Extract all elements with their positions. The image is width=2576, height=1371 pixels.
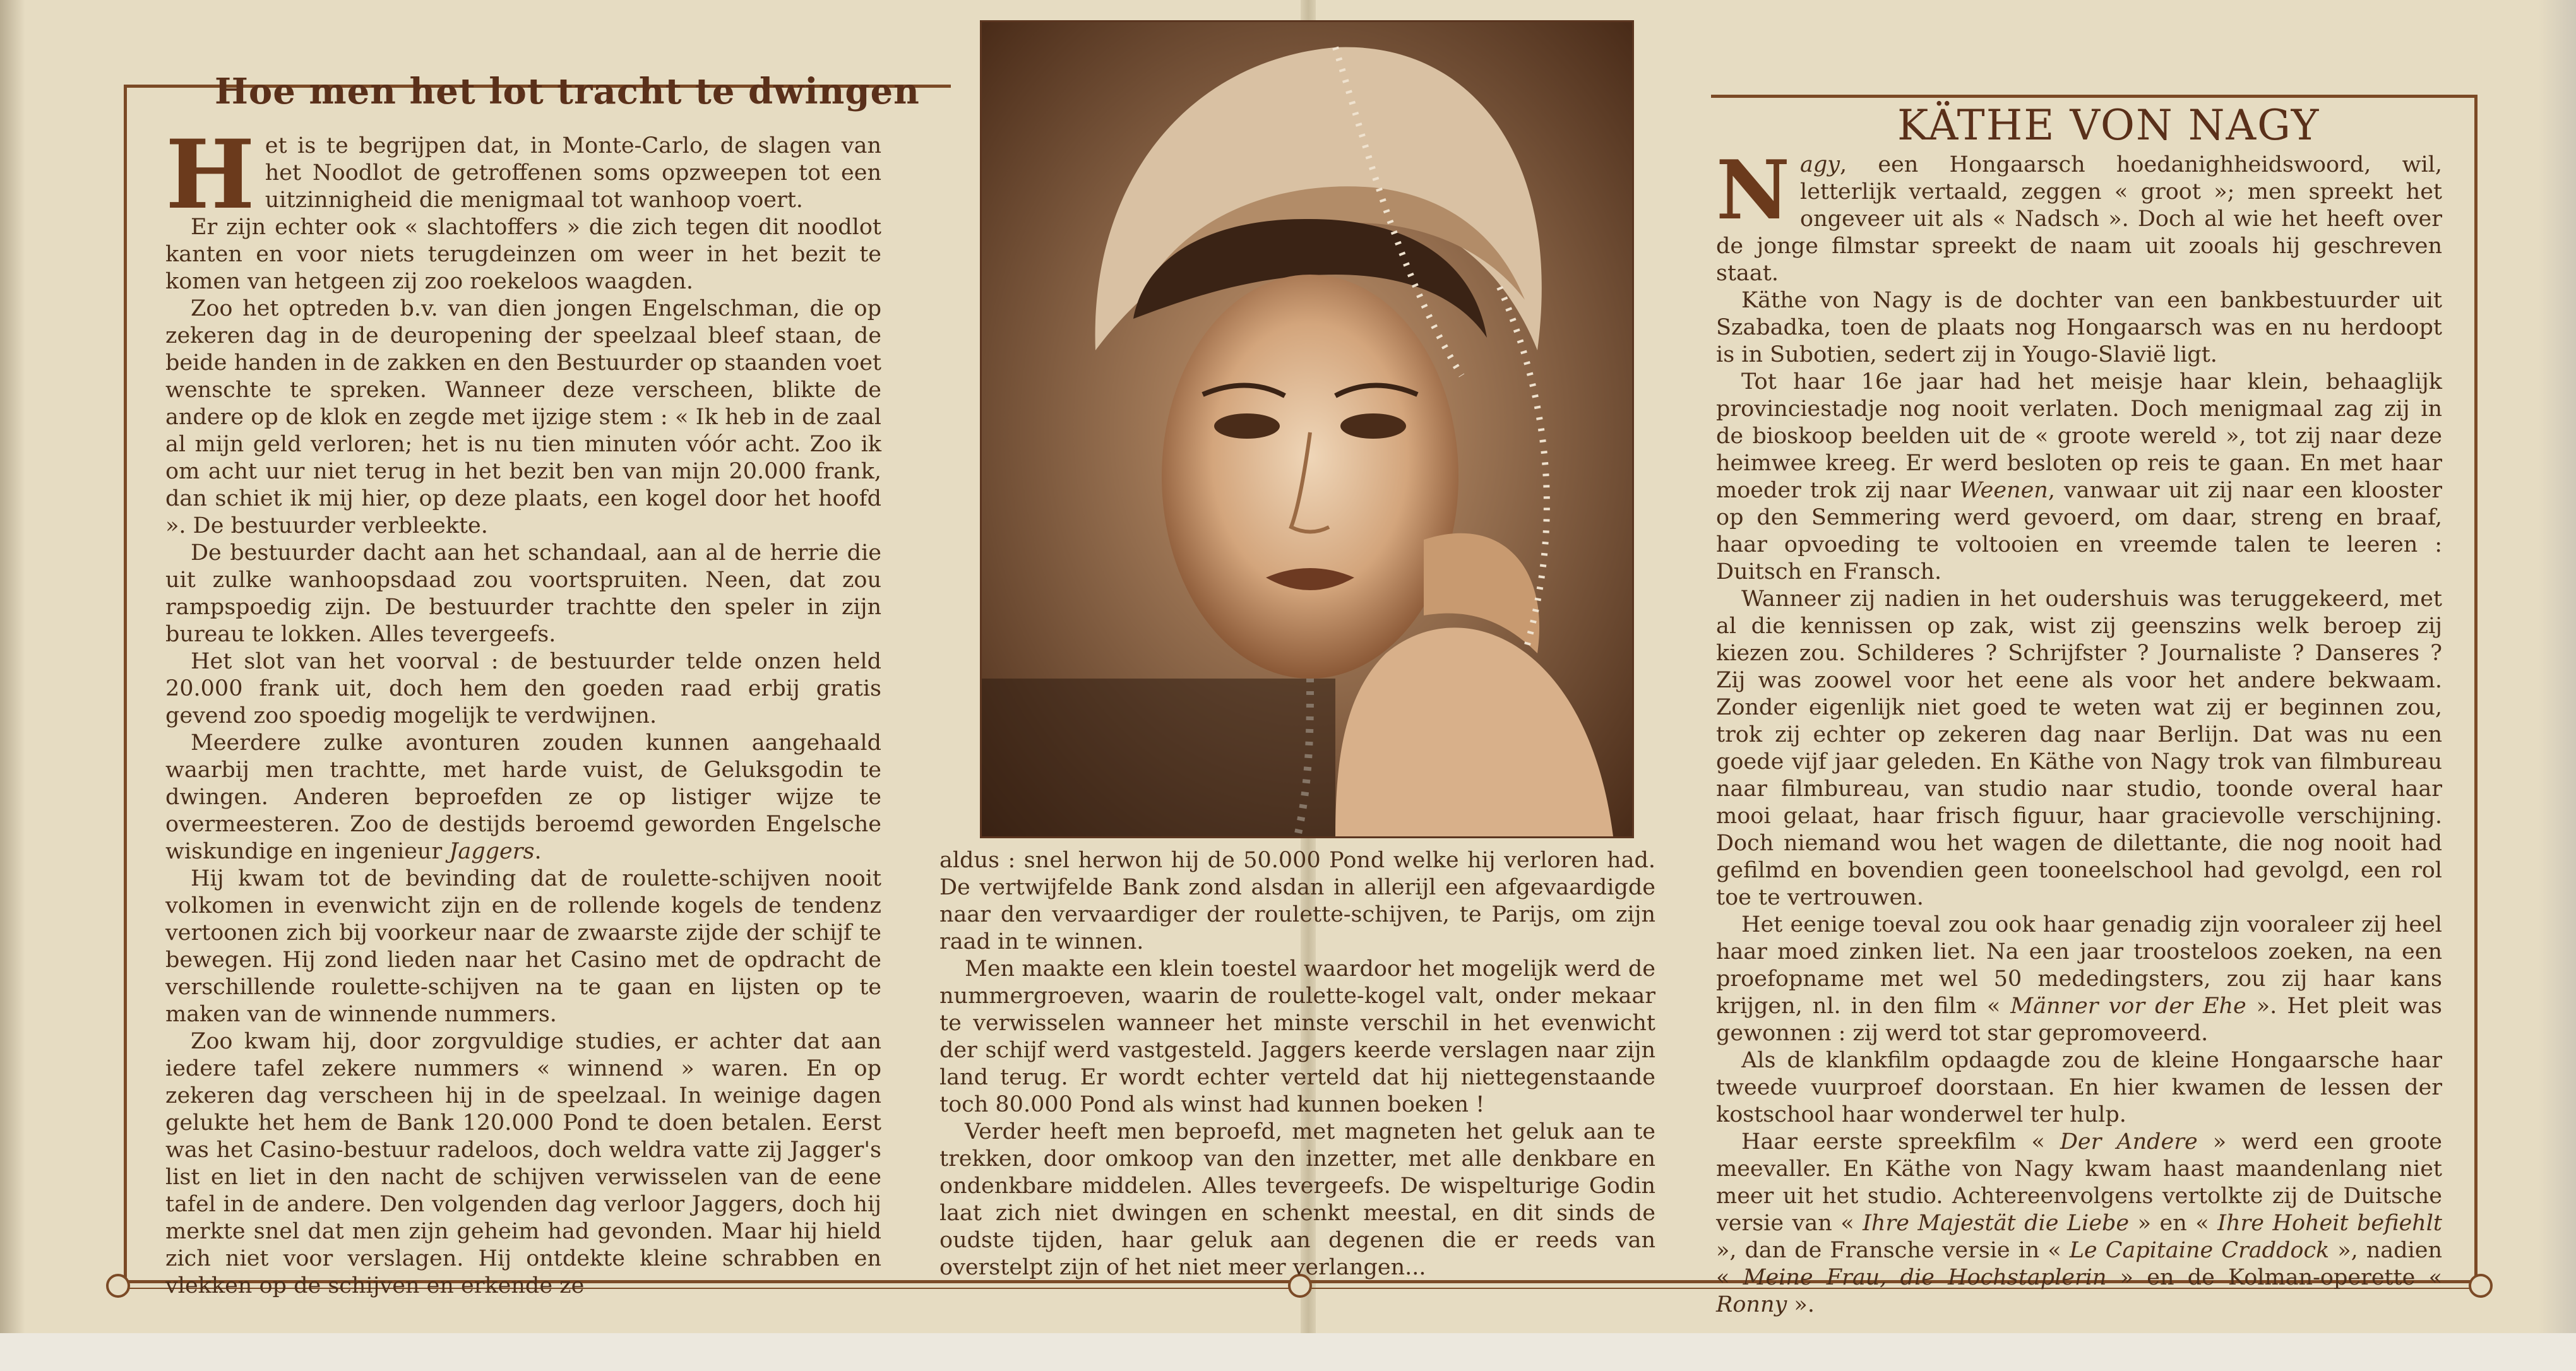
- paragraph: De bestuurder dacht aan het schandaal, aan al de herrie die uit zulke wanhoopsdaad zou voortspruiten. Neen, dat zou rampspoedig zijn. De bestuurder trachtte den speler in zijn bureau te lokken. Alles tevergeefs.: [165, 540, 881, 647]
- frame-rule-top-right: [1711, 95, 2478, 98]
- paragraph: Nagy, een Hongaarsch hoedanighheidswoord, wil, letterlijk vertaald, zeggen « groot »; men spreekt het ongeveer uit als « Nadsch ». Doch al wie het heeft over de jonge filmstar spreekt de naam uit zooals hij geschreven staat.: [1716, 143, 2442, 286]
- left-article-title: Hoe men het lot tracht te dwingen: [215, 71, 920, 112]
- paragraph: Wanneer zij nadien in het oudershuis was teruggekeerd, met al die kennissen op zak, wist zij geenszins welk beroep zij kiezen zou. Schilderes ? Schrijfster ? Journaliste ? Danseres ? Zij was zoowel voor het eene als voor het andere bekwaam. Zonder eigenlijk niet goed te weten wat zij er beginnen zou, trok zij echter op zekeren dag naar Berlijn. Dat was nu een goede vijf jaar geleden. En Käthe von Nagy trok van filmbureau naar filmbureau, van studio naar studio, toonde overal haar mooi gelaat, haar frisch figuur, haar gracievolle verschijning. Doch niemand wou het wagen de dilettante, die nog nooit had gefilmd en bovendien geen tooneelschool had gevolgd, een rol toe te vertrouwen.: [1716, 586, 2442, 910]
- page-edge-left: [0, 0, 25, 1371]
- paragraph: Meerdere zulke avonturen zouden kunnen aangehaald waarbij men trachtte, met harde vuist, de Geluksgodin te dwingen. Anderen beproefden ze op listiger wijze te overmeesteren. Zoo de destijds beroemd geworden Engelsche wiskundige en ingenieur Jaggers.: [165, 730, 881, 864]
- paragraph: Verder heeft men beproefd, met magneten het geluk aan te trekken, door omkoop van den inzetter, met alle denkbare en ondenkbare middelen. Alles tevergeefs. De wispelturige Godin laat zich niet dwingen en schenkt meestal, en dit sinds de oudste tijden, haar geluk aan degenen die er reeds van overstelpt zijn of het niet meer verlangen...: [939, 1119, 1655, 1280]
- paragraph: Zoo kwam hij, door zorgvuldige studies, er achter dat aan iedere tafel zekere nummers « winnend » waren. En op zekeren dag verscheen hij in de speelzaal. In weinige dagen gelukte het hem de Bank 120.000 Pond te doen betalen. Eerst was het Casino-bestuur radeloos, doch weldra vatte zij Jagger's list en liet in den nacht de schijven verwisselen van de eene tafel in de andere. Den volgenden dag verloor Jaggers, doch hij merkte snel dat men zijn geheim had gevonden. Maar hij hield zich niet voor verslagen. Hij ontdekte kleine schrabben en vlekken op de schijven en erkende ze: [165, 1029, 881, 1298]
- portrait-illustration: [982, 22, 1632, 836]
- dropcap: H: [165, 119, 255, 230]
- paragraph: Er zijn echter ook « slachtoffers » die zich tegen dit noodlot kanten en voor niets terugdeinzen om weer in het bezit te komen van hetgeen zij zoo roekeloos waagden.: [165, 215, 881, 294]
- frame-rule-left: [124, 85, 127, 1284]
- right-article-title: KÄTHE VON NAGY: [1897, 101, 2320, 150]
- paragraph: Het eenige toeval zou ook haar genadig zijn vooraleer zij heel haar moed zinken liet. Na een jaar troosteloos zoeken, na een proefopname met wel 50 mededingsters, zou zij haar kans krijgen, nl. in den film « Männer vor der Ehe ». Het pleit was gewonnen : zij werd tot star gepromoveerd.: [1716, 912, 2442, 1046]
- paragraph: Men maakte een klein toestel waardoor het mogelijk werd de nummergroeven, waarin de roulette-kogel valt, onder mekaar te verwisselen wanneer het minste verschil in het evenwicht der schijf werd vastgesteld. Jaggers keerde verslagen naar zijn land terug. Er wordt echter verteld dat hij niettegenstaande toch 80.000 Pond als winst had kunnen boeken !: [939, 956, 1655, 1117]
- paragraph: Hij kwam tot de bevinding dat de roulette-schijven nooit volkomen in evenwicht zijn en de rollende kogels de tendenz vertoonen zich bij voorkeur naar de zwaarste zijde der schijf te bewegen. Hij zond lieden naar het Casino met de opdracht de verschillende roulette-schijven na te gaan en lijsten op te maken van de winnende nummers.: [165, 866, 881, 1027]
- paragraph: Käthe von Nagy is de dochter van een bankbestuurder uit Szabadka, toen de plaats nog Hongaarsch was en nu herdoopt is in Subotien, sedert zij in Yougo-Slavië ligt.: [1716, 288, 2442, 367]
- paragraph: Haar eerste spreekfilm « Der Andere » werd een groote meevaller. En Käthe von Nagy kwam haast maandenlang niet meer uit het studio. Achtereenvolgens vertolkte zij de Duitsche versie van « Ihre Majestät die Liebe » en « Ihre Hoheit befiehlt », dan de Fransche versie in « Le Capitaine Craddock », nadien « Meine Frau, die Hochstaplerin » en de Kolman-operette « Ronny ».: [1716, 1129, 2443, 1317]
- paragraph: Als de klankfilm opdaagde zou de kleine Hongaarsche haar tweede vuurproef doorstaan. En hier kwamen de lessen der kostschool haar wonderwel ter hulp.: [1716, 1048, 2442, 1127]
- dropcap: N: [1716, 143, 1790, 238]
- frame-rule-right: [2474, 95, 2478, 1281]
- portrait-photo: [980, 20, 1634, 838]
- ornament-icon-left: [106, 1274, 130, 1298]
- paragraph: Zoo het optreden b.v. van dien jongen Engelschman, die op zekeren dag in de deuropening der speelzaal bleef staan, de beide handen in de zakken en den Bestuurder op staanden voet wenschte te spreken. Wanneer deze verscheen, blikte de andere op de klok en zegde met ijzige stem : « Ik heb in de zaal al mijn geld verloren; het is nu tien minuten vóór acht. Zoo ik om acht uur niet terug in het bezit ben van mijn 20.000 frank, dan schiet ik mij hier, op deze plaats, een kogel door het hoofd ». De bestuurder verbleekte.: [165, 296, 881, 538]
- paragraph: aldus : snel herwon hij de 50.000 Pond welke hij verloren had. De vertwijfelde Bank zond alsdan in allerijl een afgevaardigde naar den vervaardiger der roulette-schijven, te Parijs, om zijn raad in te winnen.: [939, 848, 1655, 954]
- right-article-body: [1716, 143, 2443, 1317]
- paragraph: Tot haar 16e jaar had het meisje haar klein, behaaglijk provinciestadje nog nooit verlaten. Doch menigmaal zag zij in de bioskoop beelden uit de « groote wereld », tot zij naar deze heimwee kreeg. Er werd besloten op reis te gaan. En met haar moeder trok zij naar Weenen, vanwaar uit zij naar een klooster op den Semmering werd gevoerd, om daar, streng en braaf, haar opvoeding te voltooien en vreemde talen te leeren : Duitsch en Fransch.: [1716, 369, 2442, 585]
- paragraph: Het slot van het voorval : de bestuurder telde onzen held 20.000 frank uit, doch hem den goeden raad erbij gratis gevend zoo spoedig mogelijk te verdwijnen.: [165, 649, 881, 728]
- page-edge-right: [2538, 0, 2576, 1371]
- paragraph: Het is te begrijpen dat, in Monte-Carlo, de slagen van het Noodlot de getroffenen soms opzweepen tot een uitzinnigheid die menigmaal tot wanhoop voert.: [165, 119, 881, 230]
- ornament-icon-right: [2469, 1274, 2493, 1298]
- middle-column-body: [939, 847, 1655, 1280]
- bottom-margin: [0, 1333, 2576, 1371]
- left-article-body: [165, 119, 881, 1298]
